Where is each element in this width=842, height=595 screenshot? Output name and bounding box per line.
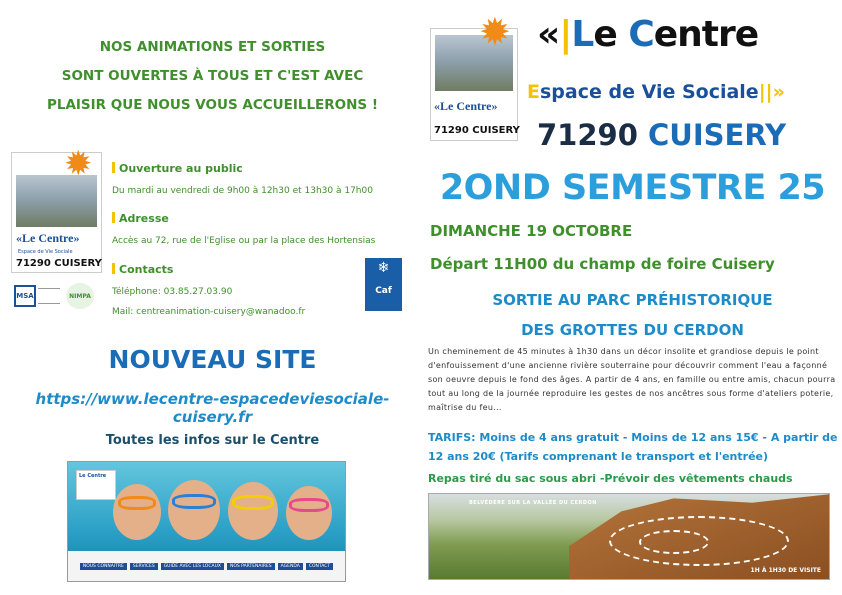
- yellow-bar: [112, 212, 115, 223]
- sun-icon: ✹: [64, 144, 93, 184]
- subtitle-e: E: [527, 81, 540, 103]
- caf-star-icon: ❄: [377, 260, 390, 276]
- logo-tagline: Espace de Vie Sociale: [18, 249, 73, 255]
- child-face: [228, 482, 278, 540]
- child-face: [168, 480, 220, 540]
- centre-city: [537, 118, 786, 152]
- title-rest: entre: [653, 14, 759, 55]
- city-code: 71290: [537, 118, 638, 152]
- title-quote-open: «: [537, 14, 560, 55]
- yellow-bar: [112, 162, 115, 173]
- trail-path: [639, 530, 709, 554]
- semester-heading: 2OND SEMESTRE 25: [439, 168, 826, 208]
- centre-subtitle: [527, 81, 785, 103]
- site-infos-caption: Toutes les infos sur le Centre: [105, 433, 320, 448]
- outing-description: Un cheminement de 45 minutes à 1h30 dans un décor insolite et grandiose depuis le point d'enfouissement d'une ancienne rivière souterraine pour découvrir comment l'eau a façonné son oeuvre depuis le fond des âges. A partir de 4 ans, en famille ou entre amis, chacun pourra tout au long de la journée reproduire les gestes de nos ancêtres sous forme d'ateliers poterie, maîtrise du feu...: [428, 347, 836, 412]
- panorama-label: BELVÉDÈRE SUR LA VALLÉE DU CERDON: [469, 500, 597, 506]
- logo-city: 71290 CUISERY: [434, 125, 520, 136]
- intro-line-3: PLAISIR QUE NOUS VOUS ACCUEILLERONS !: [46, 97, 379, 113]
- nav-item: CONTACT: [306, 563, 333, 570]
- msa-logo: MSA: [14, 285, 36, 307]
- cave-panorama-image: [428, 493, 830, 580]
- intro-line-1: NOS ANIMATIONS ET SORTIES: [99, 39, 326, 55]
- meal-note: Repas tiré du sac sous abri -Prévoir des vêtements chauds: [428, 472, 793, 485]
- opening-text: Du mardi au vendredi de 9h00 à 12h30 et 13h30 à 17h00: [112, 186, 373, 196]
- nav-item: AGENDA: [278, 563, 303, 570]
- nav-item: NOS PARTENAIRES: [227, 563, 275, 570]
- address-text: Accès au 72, rue de l'Eglise ou par la place des Hortensias: [112, 236, 376, 246]
- subtitle-close: ||»: [758, 81, 785, 103]
- centre-logo-large: [430, 10, 520, 141]
- new-site-heading: NOUVEAU SITE: [108, 345, 317, 374]
- outing-line-1: SORTIE AU PARC PRÉHISTORIQUE: [492, 291, 773, 309]
- sun-icon: ✹: [479, 10, 511, 54]
- goggles: [289, 498, 329, 512]
- centre-logo-small: [11, 144, 102, 273]
- nav-item: NOUS CONNAITRE: [80, 563, 127, 570]
- intro-line-2: SONT OUVERTES À TOUS ET C'EST AVEC: [61, 68, 364, 84]
- msa-caption: [38, 288, 60, 304]
- title-e: e: [593, 14, 629, 55]
- subtitle-rest: space de Vie Sociale: [539, 81, 759, 103]
- nimpa-logo: NIMPA: [66, 283, 94, 309]
- website-link[interactable]: https://www.lecentre-espacedeviesociale-cuisery.fr: [35, 390, 390, 426]
- logo-quote-close: »: [491, 99, 498, 113]
- screenshot-nav: [68, 551, 345, 581]
- goggles: [232, 495, 274, 510]
- outing-title: [425, 285, 840, 345]
- phone-text: Téléphone: 03.85.27.03.90: [112, 287, 233, 297]
- address-title: Adresse: [112, 212, 169, 225]
- logo-quote-close: »: [73, 231, 80, 245]
- child-face: [286, 486, 332, 540]
- mail-text: Mail: centreanimation-cuisery@wanadoo.fr: [112, 307, 306, 317]
- outing-line-2: DES GROTTES DU CERDON: [521, 321, 744, 339]
- screenshot-logo: Le Centre: [76, 470, 116, 500]
- opening-title: Ouverture au public: [112, 162, 243, 175]
- nav-item: SERVICES: [130, 563, 158, 570]
- centre-title: [537, 14, 758, 55]
- logo-city: 71290 CUISERY: [16, 258, 102, 269]
- yellow-bar: [112, 263, 115, 274]
- panorama-duration: 1H À 1H30 DE VISITE: [750, 567, 821, 574]
- title-c: C: [628, 14, 654, 55]
- nav-item: GUIDE AVEC LES LOCAUX: [161, 563, 224, 570]
- title-mark: |: [559, 14, 572, 55]
- logo-quote-open: «: [16, 231, 22, 245]
- logo-name: Le Centre: [440, 99, 492, 113]
- logo-quote-open: «: [434, 99, 440, 113]
- goggles: [172, 494, 216, 509]
- contacts-title: Contacts: [112, 263, 173, 276]
- tarifs-text: TARIFS: Moins de 4 ans gratuit - Moins de 12 ans 15€ - A partir de 12 ans 20€ (Tarifs comprenant le transport et l'entrée): [428, 431, 838, 463]
- city-name: CUISERY: [648, 118, 787, 152]
- website-screenshot: [67, 461, 346, 582]
- event-date: DIMANCHE 19 OCTOBRE: [430, 222, 633, 240]
- event-departure: Départ 11H00 du champ de foire Cuisery: [430, 255, 775, 273]
- logo-name: Le Centre: [22, 231, 74, 245]
- title-l: L: [571, 14, 594, 55]
- caf-logo: [365, 258, 402, 311]
- goggles: [118, 496, 156, 510]
- intro-text: [10, 33, 415, 120]
- caf-label: Caf: [375, 286, 392, 296]
- child-face: [113, 484, 161, 540]
